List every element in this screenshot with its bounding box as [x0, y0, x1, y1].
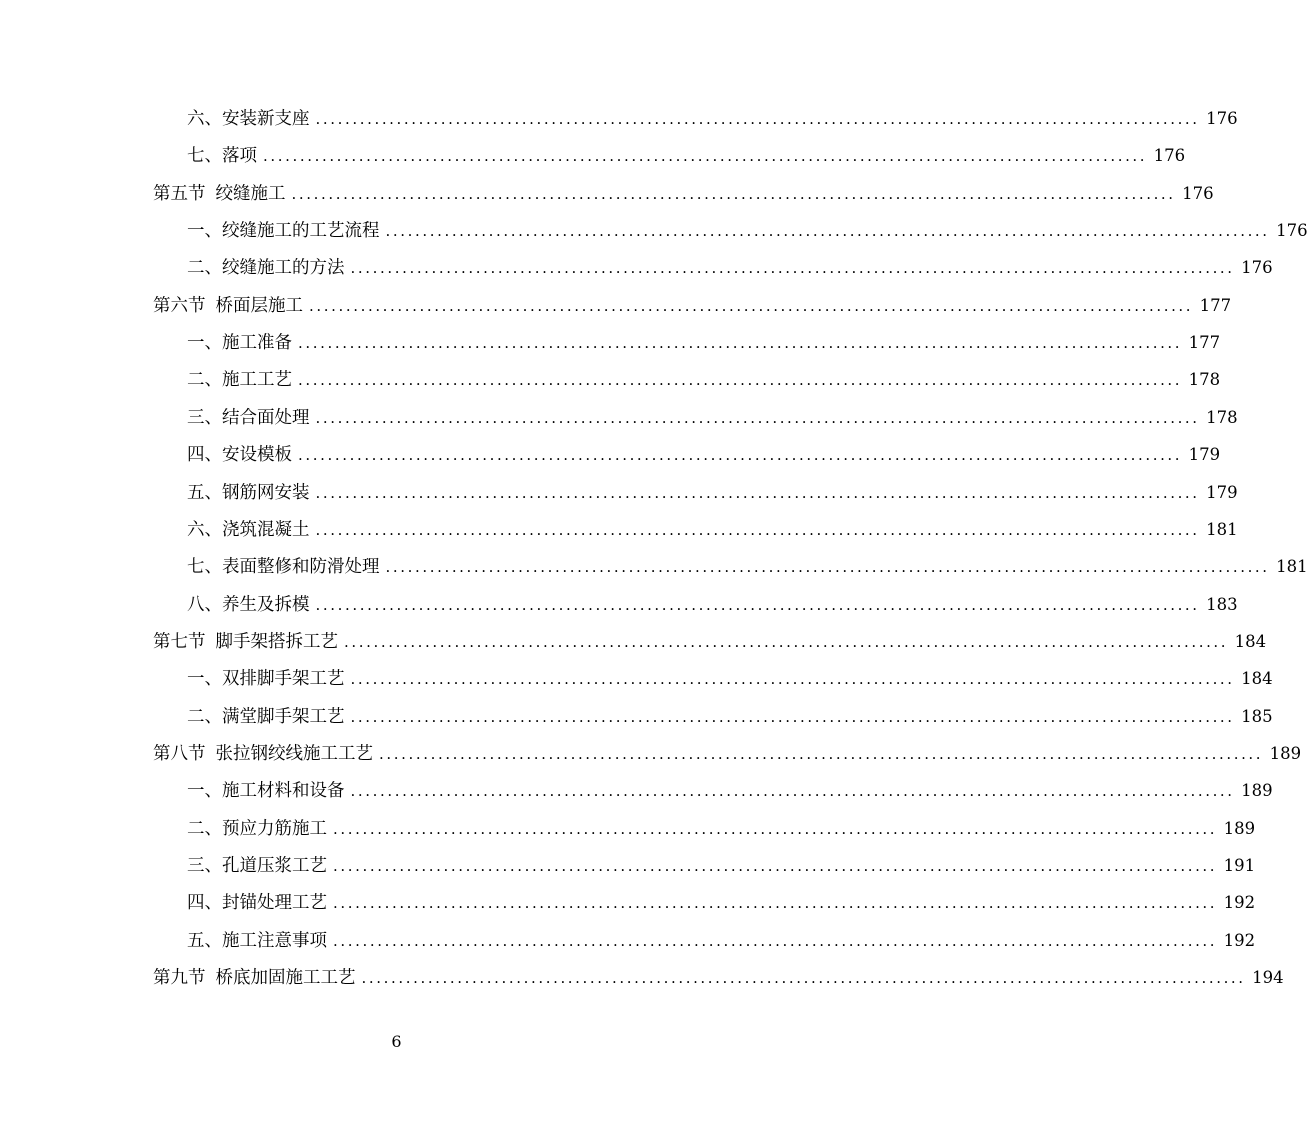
- toc-subsection-entry[interactable]: [187, 816, 1256, 842]
- toc-entry-label: [153, 181, 286, 207]
- toc-dot-leader: ........................................................................................................................: [350, 259, 1235, 278]
- toc-subsection-entry[interactable]: [187, 928, 1256, 954]
- toc-entry-title: 钢筋网安装: [222, 482, 310, 503]
- toc-subsection-entry[interactable]: [187, 517, 1238, 543]
- toc-section-entry[interactable]: [153, 965, 1284, 991]
- toc-entry-number: 六、: [187, 519, 222, 540]
- toc-entry-title: 张拉钢绞线施工工艺: [215, 743, 373, 764]
- toc-entry-label: [187, 367, 292, 393]
- toc-entry-label: [187, 592, 310, 618]
- toc-entry-number: 第九节: [153, 968, 206, 989]
- toc-page-number: 179: [1188, 445, 1221, 465]
- toc-subsection-entry[interactable]: [187, 592, 1238, 618]
- toc-entry-title: 绞缝施工的工艺流程: [222, 221, 380, 242]
- toc-entry-title: 施工注意事项: [222, 930, 327, 951]
- toc-entry-title: 安装新支座: [222, 109, 310, 129]
- toc-page-number: 191: [1223, 856, 1256, 875]
- toc-entry-title: 施工准备: [222, 333, 292, 354]
- toc-entry-label: [187, 106, 310, 132]
- toc-dot-leader: ........................................................................................................................: [315, 520, 1200, 539]
- toc-page-number: 178: [1188, 370, 1221, 390]
- toc-page-number: 176: [1276, 221, 1308, 241]
- toc-entry-number: 七、: [187, 146, 222, 167]
- toc-entry-title: 孔道压浆工艺: [222, 856, 327, 876]
- toc-dot-leader: ........................................................................................................................: [333, 931, 1218, 950]
- toc-entry-title: 封锚处理工艺: [222, 893, 327, 914]
- toc-entry-label: [153, 741, 373, 767]
- toc-subsection-entry[interactable]: [187, 554, 1308, 580]
- toc-dot-leader: ........................................................................................................................: [385, 222, 1270, 241]
- toc-entry-label: [187, 704, 345, 730]
- toc-entry-title: 养生及拆模: [222, 594, 310, 615]
- toc-subsection-entry[interactable]: [187, 255, 1273, 281]
- toc-entry-label: [187, 517, 310, 543]
- toc-section-entry[interactable]: [153, 741, 1302, 767]
- toc-dot-leader: ........................................................................................................................: [385, 558, 1270, 577]
- toc-entry-title: 施工材料和设备: [222, 781, 345, 802]
- toc-page-number: 176: [1206, 109, 1238, 128]
- toc-entry-label: [187, 554, 380, 580]
- toc-entry-label: [187, 778, 345, 804]
- toc-dot-leader: ........................................................................................................................: [344, 632, 1229, 651]
- toc-entry-title: 绞缝施工的方法: [222, 258, 345, 279]
- toc-entry-number: 一、: [187, 781, 222, 802]
- toc-page-number: 194: [1252, 968, 1284, 988]
- toc-entry-number: 第七节: [153, 631, 206, 652]
- toc-entry-title: 浇筑混凝土: [222, 519, 310, 540]
- toc-entry-number: 二、: [187, 818, 222, 839]
- toc-entry-number: 一、: [187, 333, 222, 354]
- toc-entry-label: [187, 442, 292, 468]
- toc-subsection-entry[interactable]: [187, 330, 1221, 356]
- toc-page-number: 177: [1188, 333, 1221, 353]
- toc-entry-title: 双排脚手架工艺: [222, 669, 345, 690]
- toc-entry-title: 桥底加固施工工艺: [215, 968, 356, 989]
- toc-entry-label: [187, 816, 327, 842]
- toc-entry-number: 五、: [187, 482, 222, 503]
- toc-page-number: 181: [1276, 557, 1308, 577]
- toc-dot-leader: ........................................................................................................................: [350, 707, 1235, 726]
- toc-page-number: 176: [1241, 258, 1273, 278]
- toc-page-number: 176: [1182, 183, 1214, 203]
- toc-entry-label: [187, 143, 257, 169]
- toc-entry-number: 三、: [187, 407, 222, 428]
- toc-subsection-entry[interactable]: [187, 367, 1221, 393]
- toc-dot-leader: ........................................................................................................................: [298, 334, 1183, 353]
- toc-page-number: 189: [1241, 781, 1273, 801]
- toc-entry-title: 脚手架搭拆工艺: [215, 631, 338, 652]
- page-number: 6: [391, 1032, 402, 1051]
- toc-dot-leader: ........................................................................................................................: [333, 857, 1218, 875]
- toc-entry-title: 安设模板: [222, 445, 292, 466]
- toc-entry-number: 第八节: [153, 743, 206, 764]
- toc-dot-leader: ........................................................................................................................: [309, 296, 1194, 315]
- toc-entry-number: 八、: [187, 594, 222, 615]
- toc-entry-label: [187, 330, 292, 356]
- toc-entry-title: 施工工艺: [222, 370, 292, 391]
- toc-entry-title: 结合面处理: [222, 407, 310, 428]
- toc-page-number: 184: [1241, 669, 1273, 689]
- toc-page-number: 192: [1223, 930, 1256, 950]
- toc-subsection-entry[interactable]: [187, 890, 1256, 916]
- toc-entry-title: 满堂脚手架工艺: [222, 706, 345, 727]
- toc-entry-title: 绞缝施工: [215, 183, 286, 204]
- toc-section-entry[interactable]: [153, 181, 1214, 207]
- toc-entry-label: [187, 890, 327, 916]
- toc-entry-label: [153, 293, 303, 319]
- toc-subsection-entry[interactable]: [187, 704, 1273, 730]
- toc-entry-number: 七、: [187, 557, 222, 578]
- toc-entry-label: [187, 666, 345, 692]
- toc-page-number: 189: [1223, 818, 1256, 838]
- toc-dot-leader: ........................................................................................................................: [361, 969, 1246, 988]
- toc-entry-number: 六、: [187, 109, 222, 129]
- toc-dot-leader: ........................................................................................................................: [298, 371, 1183, 390]
- toc-dot-leader: ........................................................................................................................: [350, 782, 1235, 801]
- toc-entry-label: [187, 480, 310, 506]
- toc-entry-label: [187, 928, 327, 954]
- toc-dot-leader: ........................................................................................................................: [333, 894, 1218, 913]
- toc-entry-title: 桥面层施工: [215, 295, 303, 316]
- toc-page-number: 178: [1206, 407, 1238, 427]
- toc-page-number: 176: [1153, 146, 1186, 166]
- toc-dot-leader: ........................................................................................................................: [315, 483, 1200, 502]
- toc-entry-title: 表面整修和防滑处理: [222, 557, 380, 578]
- toc-page-number: 181: [1206, 519, 1238, 539]
- toc-dot-leader: ........................................................................................................................: [315, 110, 1200, 128]
- toc-subsection-entry[interactable]: [187, 442, 1221, 468]
- toc-entry-label: [153, 629, 338, 655]
- toc-subsection-entry[interactable]: [187, 666, 1273, 692]
- toc-subsection-entry[interactable]: [187, 106, 1238, 132]
- toc-entry-number: 五、: [187, 930, 222, 951]
- toc-entry-title: 落项: [222, 146, 257, 167]
- toc-page-number: 184: [1234, 631, 1267, 651]
- toc-entry-number: 第五节: [153, 183, 206, 204]
- toc-entry-number: 二、: [187, 706, 222, 727]
- toc-subsection-entry[interactable]: [187, 778, 1273, 804]
- toc-page-number: 179: [1206, 482, 1238, 502]
- toc-entry-label: [187, 218, 380, 244]
- toc-entry-number: 三、: [187, 856, 222, 876]
- toc-entry-number: 四、: [187, 445, 222, 466]
- toc-entry-label: [153, 965, 356, 991]
- toc-dot-leader: ........................................................................................................................: [379, 744, 1264, 763]
- toc-entry-label: [187, 255, 345, 281]
- toc-entry-number: 二、: [187, 370, 222, 391]
- toc-page-number: 185: [1241, 706, 1273, 726]
- toc-subsection-entry[interactable]: [187, 480, 1238, 506]
- toc-section-entry[interactable]: [153, 293, 1232, 319]
- toc-entry-number: 第六节: [153, 295, 206, 316]
- toc-dot-leader: ........................................................................................................................: [298, 446, 1183, 465]
- toc-dot-leader: ........................................................................................................................: [291, 184, 1176, 203]
- toc-entry-label: [187, 853, 327, 879]
- toc-page-number: 192: [1223, 893, 1256, 913]
- toc-entry-number: 一、: [187, 221, 222, 242]
- toc-section-entry[interactable]: [153, 629, 1267, 655]
- toc-subsection-entry[interactable]: [187, 405, 1238, 431]
- toc-dot-leader: ........................................................................................................................: [350, 670, 1235, 689]
- toc-subsection-entry[interactable]: [187, 143, 1186, 169]
- toc-dot-leader: ........................................................................................................................: [263, 147, 1148, 166]
- toc-page-number: 189: [1269, 743, 1302, 763]
- toc-entry-number: 二、: [187, 258, 222, 279]
- toc-dot-leader: ........................................................................................................................: [315, 408, 1200, 427]
- toc-entry-title: 预应力筋施工: [222, 818, 327, 839]
- toc-entry-label: [187, 405, 310, 431]
- toc-page-number: 183: [1206, 594, 1238, 614]
- toc-dot-leader: ........................................................................................................................: [333, 819, 1218, 838]
- toc-entry-number: 四、: [187, 893, 222, 914]
- toc-page-number: 177: [1199, 295, 1232, 315]
- toc-subsection-entry[interactable]: [187, 853, 1256, 879]
- toc-subsection-entry[interactable]: [187, 218, 1308, 244]
- toc-entry-number: 一、: [187, 669, 222, 690]
- toc-dot-leader: ........................................................................................................................: [315, 595, 1200, 614]
